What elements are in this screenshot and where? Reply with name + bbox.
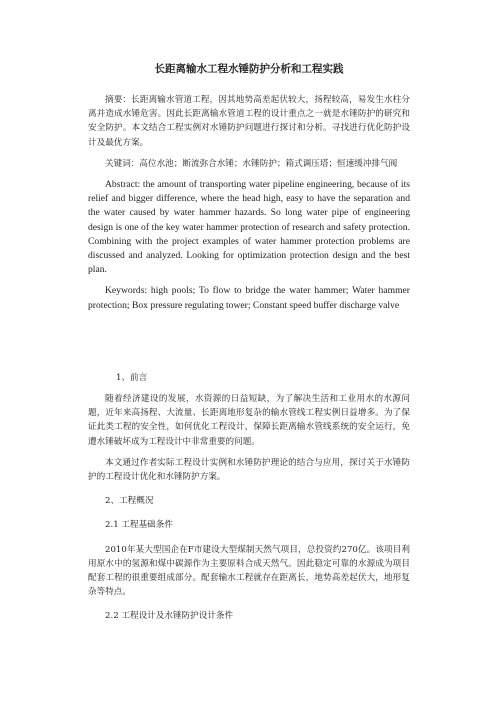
keywords-en: Keywords: high pools; To flow to bridge the water hammer; Water hammer protection; Box pressure regulating tower; Constant speed buffer discharge valve [88, 285, 410, 311]
section-2-2-heading: 2.2 工程设计及水锤防护设计条件 [105, 611, 234, 622]
abstract-cn: 摘要：长距离输水管道工程，因其地势高差起伏较大，扬程较高，易发生水柱分离并造成水锤危害。因此长距离输水管道工程的设计重点之一就是水锤防护的研究和安全防护。本文结合工程实例对水锤防护问题进行探讨和分析。寻找进行优化防护设计及最优方案。 [88, 95, 410, 148]
section-2-1-paragraph: 2010年某大型国企在F市建设大型煤制天然气项目，总投资约270亿。该项目利用原水中的氢源和煤中碳源作为主要原料合成天然气。因此稳定可靠的水源成为项目配套工程的很重要组成部分。配套输水工程就存在距离长，地势高差起伏大，地形复杂等特点。 [88, 544, 410, 598]
abstract-en: Abstract: the amount of transporting water pipeline engineering, because of its relief and bigger difference, where the head high, easy to have the separation and the water caused by water hammer hazards. So long water pipe of engineering design is one of the key water hammer protection of research and safety protection. Combining with the project examples of water hammer protection problems are discussed and analyzed. Looking for optimization protection design and the best plan. [88, 179, 410, 276]
section-2-heading: 2、工程概况 [105, 496, 154, 507]
section-1-paragraph-2: 本文通过作者实际工程设计实例和水锤防护理论的结合与应用，探讨关于水锤防护的工程设计优化和水锤防护方案。 [88, 457, 410, 483]
section-2-1-heading: 2.1 工程基础条件 [105, 520, 173, 531]
section-1-heading: 1、前言 [116, 372, 148, 383]
keywords-cn: 关键词：高位水池；断流弥合水锤；水锤防护；箱式调压塔；恒速缓冲排气阀 [105, 158, 398, 169]
section-1-paragraph-1: 随着经济建设的发展，水资源的日益短缺，为了解决生活和工业用水的水源问题，近年来高扬程、大流量、长距离地形复杂的输水管线工程实例日益增多。为了保证此类工程的安全性，如何优化工程设计，保障长距离输水管线系统的安全运行，免遭水锤破坏成为工程设计中非常重要的问题。 [88, 394, 410, 447]
document-title: 长距离输水工程水锤防护分析和工程实践 [154, 63, 344, 75]
